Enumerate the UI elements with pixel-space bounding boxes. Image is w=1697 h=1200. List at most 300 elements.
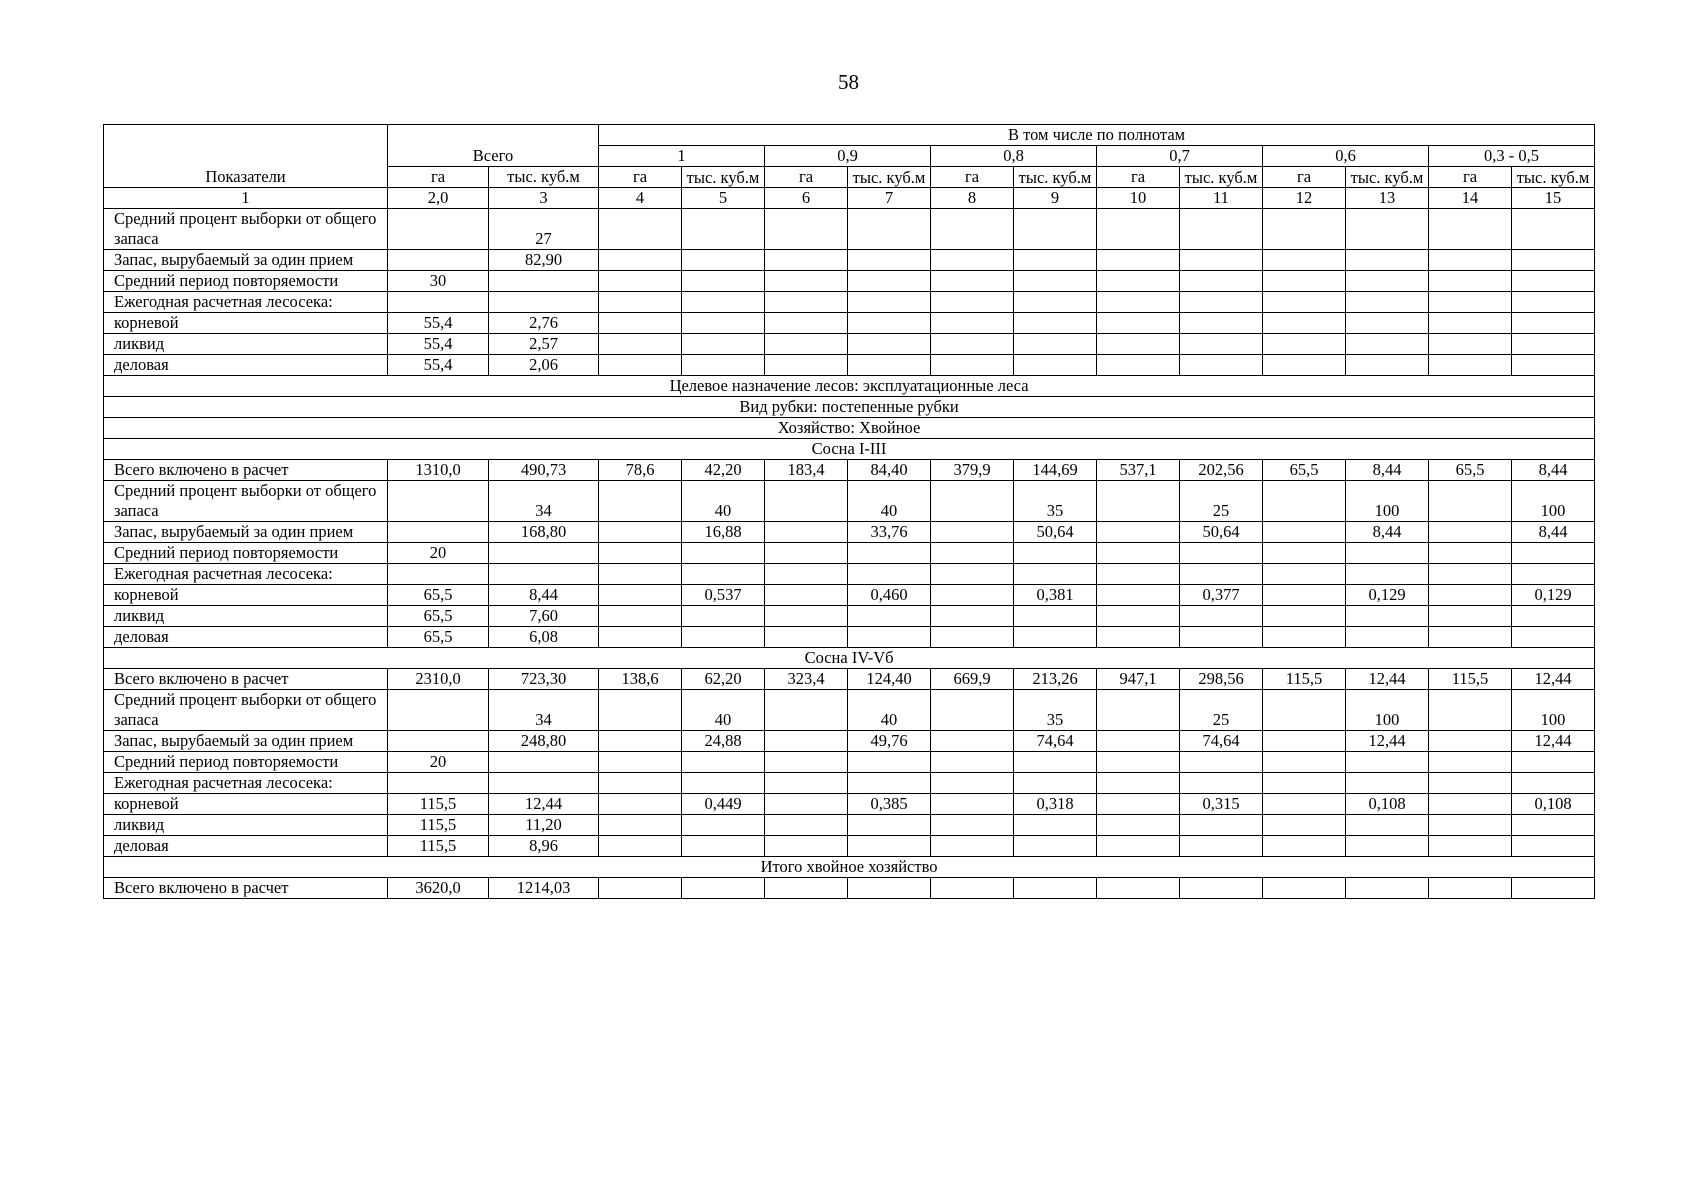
- table-cell: 40: [682, 690, 765, 731]
- table-cell: [1263, 522, 1346, 543]
- table-cell: [1014, 292, 1097, 313]
- density-header: 1: [599, 146, 765, 167]
- table-cell: 7,60: [489, 606, 599, 627]
- table-cell: [1180, 564, 1263, 585]
- indicators-header: Показатели: [104, 125, 388, 188]
- table-cell: [1180, 606, 1263, 627]
- table-cell: [848, 292, 931, 313]
- table-cell: 115,5: [1263, 669, 1346, 690]
- table-cell: [599, 313, 682, 334]
- table-cell: [1429, 606, 1512, 627]
- table-cell: [931, 209, 1014, 250]
- section-title: Целевое назначение лесов: эксплуатационные леса: [104, 376, 1595, 397]
- table-cell: [848, 313, 931, 334]
- table-cell: [1180, 313, 1263, 334]
- table-cell: [1097, 250, 1180, 271]
- table-cell: [1097, 334, 1180, 355]
- table-cell: [489, 543, 599, 564]
- row-label: Средний период повторяемости: [104, 752, 388, 773]
- row-label: Средний процент выборки от общего запаса: [104, 690, 388, 731]
- table-cell: 25: [1180, 690, 1263, 731]
- table-cell: [682, 815, 765, 836]
- table-cell: [1097, 481, 1180, 522]
- table-cell: [1346, 878, 1429, 899]
- table-row: [104, 271, 1595, 292]
- table-cell: [489, 773, 599, 794]
- table-cell: [1263, 543, 1346, 564]
- table-cell: 50,64: [1180, 522, 1263, 543]
- table-cell: 2,76: [489, 313, 599, 334]
- table-cell: 0,385: [848, 794, 931, 815]
- table-cell: [599, 292, 682, 313]
- table-cell: [765, 585, 848, 606]
- table-cell: [682, 878, 765, 899]
- table-cell: 323,4: [765, 669, 848, 690]
- table-cell: [931, 250, 1014, 271]
- table-cell: [1346, 355, 1429, 376]
- table-cell: [848, 543, 931, 564]
- table-cell: [765, 836, 848, 857]
- table-cell: [765, 522, 848, 543]
- table-cell: 49,76: [848, 731, 931, 752]
- table-cell: [931, 606, 1014, 627]
- table-cell: [682, 606, 765, 627]
- table-cell: [599, 690, 682, 731]
- table-cell: [931, 564, 1014, 585]
- table-cell: [1263, 209, 1346, 250]
- table-cell: 16,88: [682, 522, 765, 543]
- table-cell: [599, 250, 682, 271]
- row-label: деловая: [104, 836, 388, 857]
- table-cell: [1097, 522, 1180, 543]
- table-cell: 40: [848, 690, 931, 731]
- table-cell: [1097, 543, 1180, 564]
- table-cell: [388, 522, 489, 543]
- unit-ha-header: га: [1263, 167, 1346, 188]
- table-cell: [682, 543, 765, 564]
- table-cell: [1429, 250, 1512, 271]
- table-cell: [1263, 355, 1346, 376]
- table-cell: 0,449: [682, 794, 765, 815]
- table-cell: [1346, 209, 1429, 250]
- table-row: [104, 752, 1595, 773]
- table-cell: [1263, 334, 1346, 355]
- table-cell: 202,56: [1180, 460, 1263, 481]
- table-cell: [848, 752, 931, 773]
- table-row: [104, 564, 1595, 585]
- table-cell: [1346, 313, 1429, 334]
- table-cell: [1346, 292, 1429, 313]
- table-cell: [1097, 585, 1180, 606]
- table-cell: [599, 836, 682, 857]
- table-cell: 298,56: [1180, 669, 1263, 690]
- table-row: [104, 313, 1595, 334]
- table-cell: [1512, 313, 1595, 334]
- table-cell: [682, 292, 765, 313]
- table-cell: [848, 836, 931, 857]
- table-cell: [1429, 794, 1512, 815]
- table-cell: [599, 878, 682, 899]
- table-cell: 1310,0: [388, 460, 489, 481]
- table-cell: [848, 773, 931, 794]
- table-cell: 0,108: [1346, 794, 1429, 815]
- table-cell: [931, 292, 1014, 313]
- table-cell: 379,9: [931, 460, 1014, 481]
- table-cell: [682, 250, 765, 271]
- table-cell: 34: [489, 690, 599, 731]
- table-cell: [1180, 878, 1263, 899]
- table-cell: [1097, 209, 1180, 250]
- table-row: [104, 731, 1595, 752]
- table-cell: [599, 564, 682, 585]
- table-cell: [931, 752, 1014, 773]
- table-cell: [931, 313, 1014, 334]
- table-cell: 24,88: [682, 731, 765, 752]
- table-cell: 0,377: [1180, 585, 1263, 606]
- table-cell: [1512, 752, 1595, 773]
- row-label: корневой: [104, 794, 388, 815]
- table-cell: 42,20: [682, 460, 765, 481]
- table-cell: [682, 564, 765, 585]
- column-number-row: [104, 188, 1595, 209]
- table-cell: 74,64: [1180, 731, 1263, 752]
- table-cell: [765, 481, 848, 522]
- table-cell: [1429, 271, 1512, 292]
- table-cell: 100: [1512, 481, 1595, 522]
- table-cell: [1263, 752, 1346, 773]
- column-number: 5: [682, 188, 765, 209]
- table-cell: [1097, 815, 1180, 836]
- table-cell: [848, 250, 931, 271]
- table-cell: 100: [1346, 690, 1429, 731]
- table-cell: [1097, 794, 1180, 815]
- table-cell: [388, 773, 489, 794]
- density-header: 0,7: [1097, 146, 1263, 167]
- table-cell: [1263, 627, 1346, 648]
- table-cell: 6,08: [489, 627, 599, 648]
- row-label: Запас, вырубаемый за один прием: [104, 250, 388, 271]
- table-cell: [1512, 836, 1595, 857]
- table-cell: 40: [848, 481, 931, 522]
- table-cell: [1263, 250, 1346, 271]
- table-cell: [1346, 627, 1429, 648]
- unit-volume-header: тыс. куб.м: [848, 167, 931, 188]
- table-cell: 0,315: [1180, 794, 1263, 815]
- table-cell: 84,40: [848, 460, 931, 481]
- table-cell: [1346, 564, 1429, 585]
- table-cell: 65,5: [388, 585, 489, 606]
- table-cell: [1014, 878, 1097, 899]
- table-cell: [599, 209, 682, 250]
- table-cell: [1429, 627, 1512, 648]
- table-cell: [1346, 836, 1429, 857]
- table-cell: [1429, 585, 1512, 606]
- table-cell: 34: [489, 481, 599, 522]
- table-cell: [848, 209, 931, 250]
- column-number: 1: [104, 188, 388, 209]
- table-cell: [765, 606, 848, 627]
- table-cell: [1097, 878, 1180, 899]
- table-cell: [765, 794, 848, 815]
- table-cell: 100: [1512, 690, 1595, 731]
- table-cell: 20: [388, 543, 489, 564]
- page-number: 58: [838, 70, 859, 94]
- table-cell: [931, 543, 1014, 564]
- table-cell: 248,80: [489, 731, 599, 752]
- table-cell: [1429, 752, 1512, 773]
- density-header: 0,8: [931, 146, 1097, 167]
- table-cell: 115,5: [388, 836, 489, 857]
- unit-ha-header: га: [1097, 167, 1180, 188]
- table-cell: 669,9: [931, 669, 1014, 690]
- table-cell: 138,6: [599, 669, 682, 690]
- table-cell: [1014, 836, 1097, 857]
- table-cell: [599, 334, 682, 355]
- row-label: Средний процент выборки от общего запаса: [104, 481, 388, 522]
- section-title: Сосна I-III: [104, 439, 1595, 460]
- table-cell: [848, 606, 931, 627]
- table-cell: [388, 731, 489, 752]
- table-cell: [765, 690, 848, 731]
- table-cell: [599, 627, 682, 648]
- table-cell: 947,1: [1097, 669, 1180, 690]
- table-cell: [1263, 292, 1346, 313]
- table-cell: [931, 334, 1014, 355]
- table-cell: [388, 292, 489, 313]
- table-cell: [1014, 627, 1097, 648]
- table-cell: [848, 334, 931, 355]
- table-cell: [931, 878, 1014, 899]
- table-row: [104, 481, 1595, 522]
- table-cell: [489, 564, 599, 585]
- unit-volume-header: тыс. куб.м: [489, 167, 599, 188]
- table-cell: [1263, 271, 1346, 292]
- table-cell: [1512, 209, 1595, 250]
- table-cell: [765, 731, 848, 752]
- row-label: Запас, вырубаемый за один прием: [104, 731, 388, 752]
- table-cell: [1429, 836, 1512, 857]
- table-cell: [1512, 334, 1595, 355]
- table-cell: 40: [682, 481, 765, 522]
- table-cell: [1097, 355, 1180, 376]
- table-header: [104, 125, 1595, 209]
- table-cell: [599, 585, 682, 606]
- table-cell: [1346, 815, 1429, 836]
- unit-volume-header: тыс. куб.м: [1014, 167, 1097, 188]
- table-row: [104, 522, 1595, 543]
- table-cell: [931, 522, 1014, 543]
- unit-ha-header: га: [765, 167, 848, 188]
- table-cell: [1097, 752, 1180, 773]
- table-cell: 2,06: [489, 355, 599, 376]
- table-cell: [682, 836, 765, 857]
- table-cell: [1014, 313, 1097, 334]
- table-cell: 55,4: [388, 313, 489, 334]
- table-cell: 33,76: [848, 522, 931, 543]
- column-number: 15: [1512, 188, 1595, 209]
- table-cell: [682, 271, 765, 292]
- table-cell: [1014, 355, 1097, 376]
- table-cell: [1263, 815, 1346, 836]
- table-body: [104, 209, 1595, 899]
- table-cell: 115,5: [388, 794, 489, 815]
- row-label: Средний процент выборки от общего запаса: [104, 209, 388, 250]
- table-cell: 20: [388, 752, 489, 773]
- table-cell: 1214,03: [489, 878, 599, 899]
- table-cell: [765, 543, 848, 564]
- table-cell: 65,5: [1263, 460, 1346, 481]
- unit-volume-header: тыс. куб.м: [1346, 167, 1429, 188]
- table-cell: [1263, 836, 1346, 857]
- table-cell: 30: [388, 271, 489, 292]
- section-header-row: [104, 648, 1595, 669]
- row-label: ликвид: [104, 815, 388, 836]
- table-cell: [1263, 878, 1346, 899]
- table-row: [104, 355, 1595, 376]
- section-title: Хозяйство: Хвойное: [104, 418, 1595, 439]
- table-cell: 8,44: [1346, 522, 1429, 543]
- column-number: 3: [489, 188, 599, 209]
- table-cell: [1180, 209, 1263, 250]
- table-cell: [1429, 731, 1512, 752]
- row-label: корневой: [104, 313, 388, 334]
- table-row: [104, 669, 1595, 690]
- table-cell: 3620,0: [388, 878, 489, 899]
- table-cell: [489, 752, 599, 773]
- table-cell: [931, 731, 1014, 752]
- table-cell: [1263, 794, 1346, 815]
- table-cell: [682, 773, 765, 794]
- table-cell: [1180, 355, 1263, 376]
- table-cell: 124,40: [848, 669, 931, 690]
- table-row: [104, 690, 1595, 731]
- table-cell: [682, 209, 765, 250]
- table-cell: [765, 250, 848, 271]
- table-cell: [1097, 313, 1180, 334]
- table-cell: [1263, 773, 1346, 794]
- unit-volume-header: тыс. куб.м: [1180, 167, 1263, 188]
- forest-harvest-table: [103, 124, 1595, 899]
- column-number: 4: [599, 188, 682, 209]
- unit-ha-header: га: [1429, 167, 1512, 188]
- table-cell: [1429, 564, 1512, 585]
- table-cell: [765, 752, 848, 773]
- density-header: 0,3 - 0,5: [1429, 146, 1595, 167]
- column-number: 12: [1263, 188, 1346, 209]
- table-cell: 213,26: [1014, 669, 1097, 690]
- table-cell: [1429, 313, 1512, 334]
- table-cell: [1346, 752, 1429, 773]
- table-cell: [1180, 334, 1263, 355]
- table-cell: [931, 815, 1014, 836]
- table-cell: [1180, 250, 1263, 271]
- section-header-row: [104, 857, 1595, 878]
- table-row: [104, 250, 1595, 271]
- table-cell: [1180, 292, 1263, 313]
- table-cell: [1014, 334, 1097, 355]
- table-row: [104, 543, 1595, 564]
- table-cell: [1429, 815, 1512, 836]
- total-header: Всего: [388, 125, 599, 167]
- table-cell: [1512, 355, 1595, 376]
- table-cell: 55,4: [388, 334, 489, 355]
- unit-ha-header: га: [388, 167, 489, 188]
- row-label: деловая: [104, 355, 388, 376]
- row-label: Всего включено в расчет: [104, 878, 388, 899]
- table-cell: 35: [1014, 690, 1097, 731]
- section-header-row: [104, 376, 1595, 397]
- table-cell: 490,73: [489, 460, 599, 481]
- table-cell: [1097, 292, 1180, 313]
- table-cell: [1346, 334, 1429, 355]
- table-cell: [1429, 355, 1512, 376]
- table-cell: [1346, 543, 1429, 564]
- density-header: 0,6: [1263, 146, 1429, 167]
- table-cell: [765, 355, 848, 376]
- table-cell: [1097, 627, 1180, 648]
- table-cell: [765, 209, 848, 250]
- table-cell: [599, 815, 682, 836]
- table-row: [104, 292, 1595, 313]
- table-cell: [1180, 773, 1263, 794]
- table-cell: [1512, 878, 1595, 899]
- row-label: Средний период повторяемости: [104, 271, 388, 292]
- table-cell: [1512, 250, 1595, 271]
- table-cell: [1429, 773, 1512, 794]
- table-cell: [848, 878, 931, 899]
- table-cell: 0,129: [1346, 585, 1429, 606]
- table-row: [104, 815, 1595, 836]
- table-cell: [1346, 606, 1429, 627]
- table-cell: [848, 564, 931, 585]
- table-cell: [1014, 606, 1097, 627]
- table-cell: [848, 815, 931, 836]
- table-cell: [1263, 606, 1346, 627]
- table-cell: [599, 606, 682, 627]
- table-cell: [1180, 815, 1263, 836]
- table-row: [104, 878, 1595, 899]
- table-cell: [848, 271, 931, 292]
- column-number: 7: [848, 188, 931, 209]
- section-title: Вид рубки: постепенные рубки: [104, 397, 1595, 418]
- table-cell: 8,44: [1346, 460, 1429, 481]
- table-cell: [765, 878, 848, 899]
- table-row: [104, 627, 1595, 648]
- table-cell: [1014, 543, 1097, 564]
- table-cell: [388, 564, 489, 585]
- column-number: 8: [931, 188, 1014, 209]
- table-cell: [931, 773, 1014, 794]
- table-cell: [931, 585, 1014, 606]
- table-cell: [1429, 690, 1512, 731]
- by-density-header: В том числе по полнотам: [599, 125, 1595, 146]
- table-cell: [1512, 543, 1595, 564]
- table-cell: [1180, 627, 1263, 648]
- table-cell: [1263, 731, 1346, 752]
- table-cell: [1429, 209, 1512, 250]
- table-cell: [599, 522, 682, 543]
- table-cell: [599, 794, 682, 815]
- table-cell: [1346, 250, 1429, 271]
- table-cell: 115,5: [388, 815, 489, 836]
- table-cell: [1429, 292, 1512, 313]
- row-label: Всего включено в расчет: [104, 669, 388, 690]
- table-row: [104, 585, 1595, 606]
- table-cell: 74,64: [1014, 731, 1097, 752]
- table-row: [104, 606, 1595, 627]
- table-cell: [765, 564, 848, 585]
- table-cell: 65,5: [388, 627, 489, 648]
